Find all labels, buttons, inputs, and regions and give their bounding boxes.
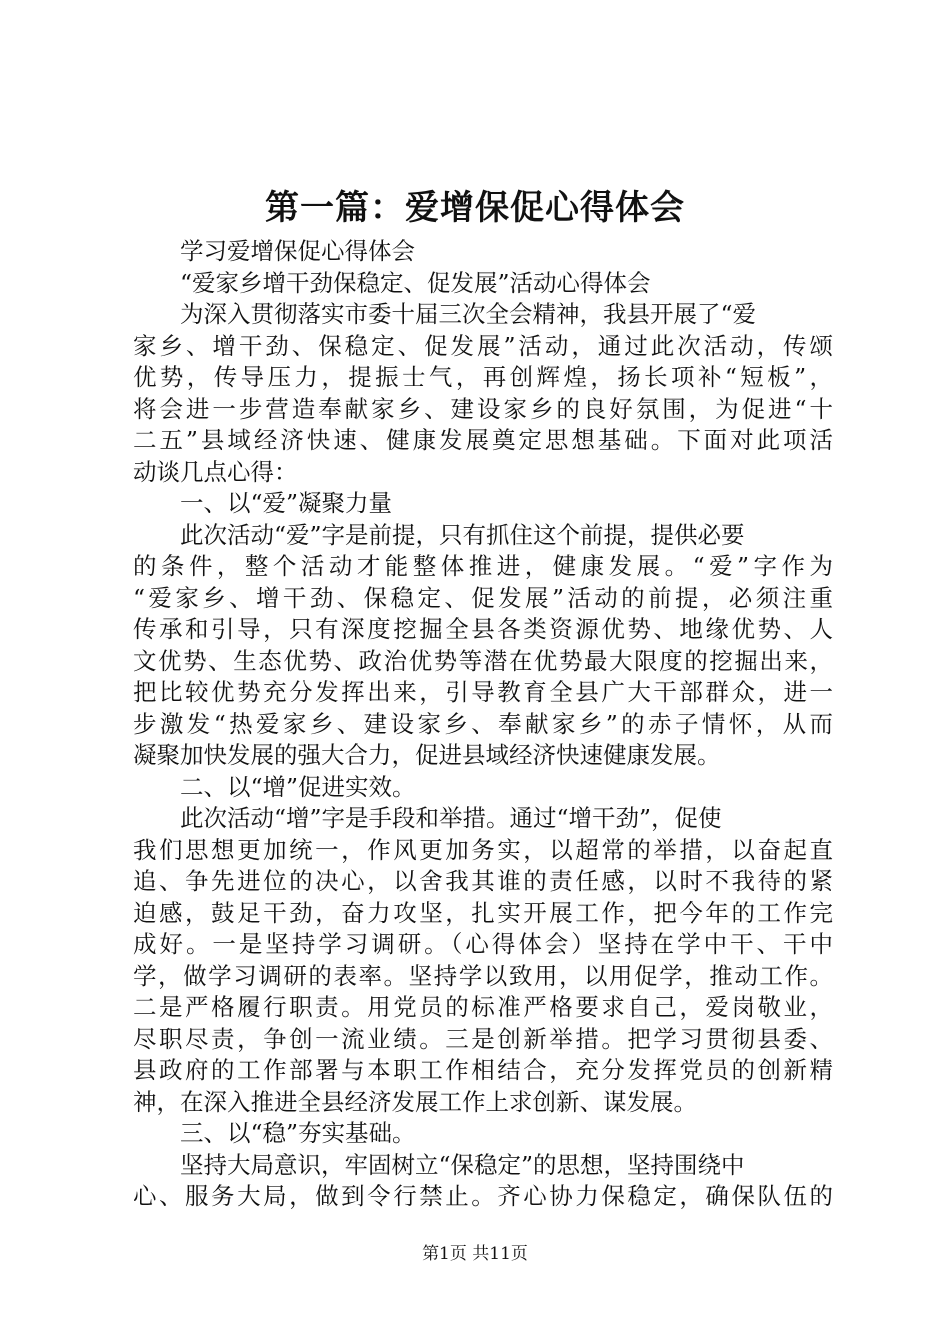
- text-line: 动谈几点心得：: [133, 457, 298, 486]
- document-title: 第一篇：爱增保促心得体会: [265, 188, 685, 228]
- text-line: 的条件，整个活动才能整体推进，健康发展。“爱”字作为: [133, 552, 833, 580]
- text-line: 学习爱增保促心得体会: [180, 237, 415, 265]
- page-footer: 第1页 共11页: [422, 1244, 528, 1264]
- text-line: 步激发“热爱家乡、建设家乡、奉献家乡”的赤子情怀，从而: [133, 709, 833, 738]
- text-line: 追、争先进位的决心，以舍我其谁的责任感，以时不我待的紧: [133, 867, 833, 895]
- text-line: 凝聚加快发展的强大合力，促进县域经济快速健康发展。: [133, 741, 721, 769]
- text-line: 尽职尽责，争创一流业绩。三是创新举措。把学习贯彻县委、: [133, 1024, 833, 1053]
- text-line: 二是严格履行职责。用党员的标准严格要求自己，爱岗敬业，: [133, 993, 833, 1021]
- text-line: 优势，传导压力，提振士气，再创辉煌，扬长项补“短板”，: [133, 363, 833, 391]
- text-line: 此次活动“爱”字是前提，只有抓住这个前提，提供必要: [180, 520, 745, 549]
- text-line: 我们思想更加统一，作风更加务实，以超常的举措，以奋起直: [133, 835, 833, 864]
- text-line: 坚持大局意识，牢固树立“保稳定”的思想，坚持围绕中: [180, 1150, 745, 1179]
- text-line: 三、以“稳”夯实基础。: [180, 1119, 416, 1147]
- text-line: 二五”县域经济快速、健康发展奠定思想基础。下面对此项活: [133, 426, 833, 454]
- text-line: 成好。一是坚持学习调研。（心得体会）坚持在学中干、干中: [133, 930, 833, 958]
- text-line: 二、以“增”促进实效。: [180, 772, 416, 801]
- text-line: 心、服务大局，做到令行禁止。齐心协力保稳定，确保队伍的: [133, 1182, 833, 1210]
- text-line: 迫感，鼓足干劲，奋力攻坚，扎实开展工作，把今年的工作完: [133, 898, 833, 927]
- text-line: 将会进一步营造奉献家乡、建设家乡的良好氛围，为促进“十: [133, 394, 833, 423]
- text-line: 为深入贯彻落实市委十届三次全会精神，我县开展了“爱: [180, 300, 757, 328]
- text-line: 一、以“爱”凝聚力量: [180, 489, 393, 517]
- text-line: 神，在深入推进全县经济发展工作上求创新、谋发展。: [133, 1087, 697, 1116]
- text-line: 学，做学习调研的表率。坚持学以致用，以用促学，推动工作。: [133, 961, 833, 990]
- text-line: “爱家乡、增干劲、保稳定、促发展”活动的前提，必须注重: [133, 583, 833, 612]
- text-line: 传承和引导，只有深度挖掘全县各类资源优势、地缘优势、人: [133, 615, 833, 643]
- text-line: 县政府的工作部署与本职工作相结合，充分发挥党员的创新精: [133, 1056, 833, 1084]
- text-line: 家乡、增干劲、保稳定、促发展”活动，通过此次活动，传颂: [133, 331, 833, 360]
- text-line: 文优势、生态优势、政治优势等潜在优势最大限度的挖掘出来，: [133, 646, 833, 675]
- text-line: 把比较优势充分发挥出来，引导教育全县广大干部群众，进一: [133, 678, 833, 706]
- document-body: [133, 236, 833, 1213]
- text-line: 此次活动“增”字是手段和举措。通过“增干劲”，促使: [180, 804, 722, 832]
- text-line: “爱家乡增干劲保稳定、促发展”活动心得体会: [180, 268, 651, 297]
